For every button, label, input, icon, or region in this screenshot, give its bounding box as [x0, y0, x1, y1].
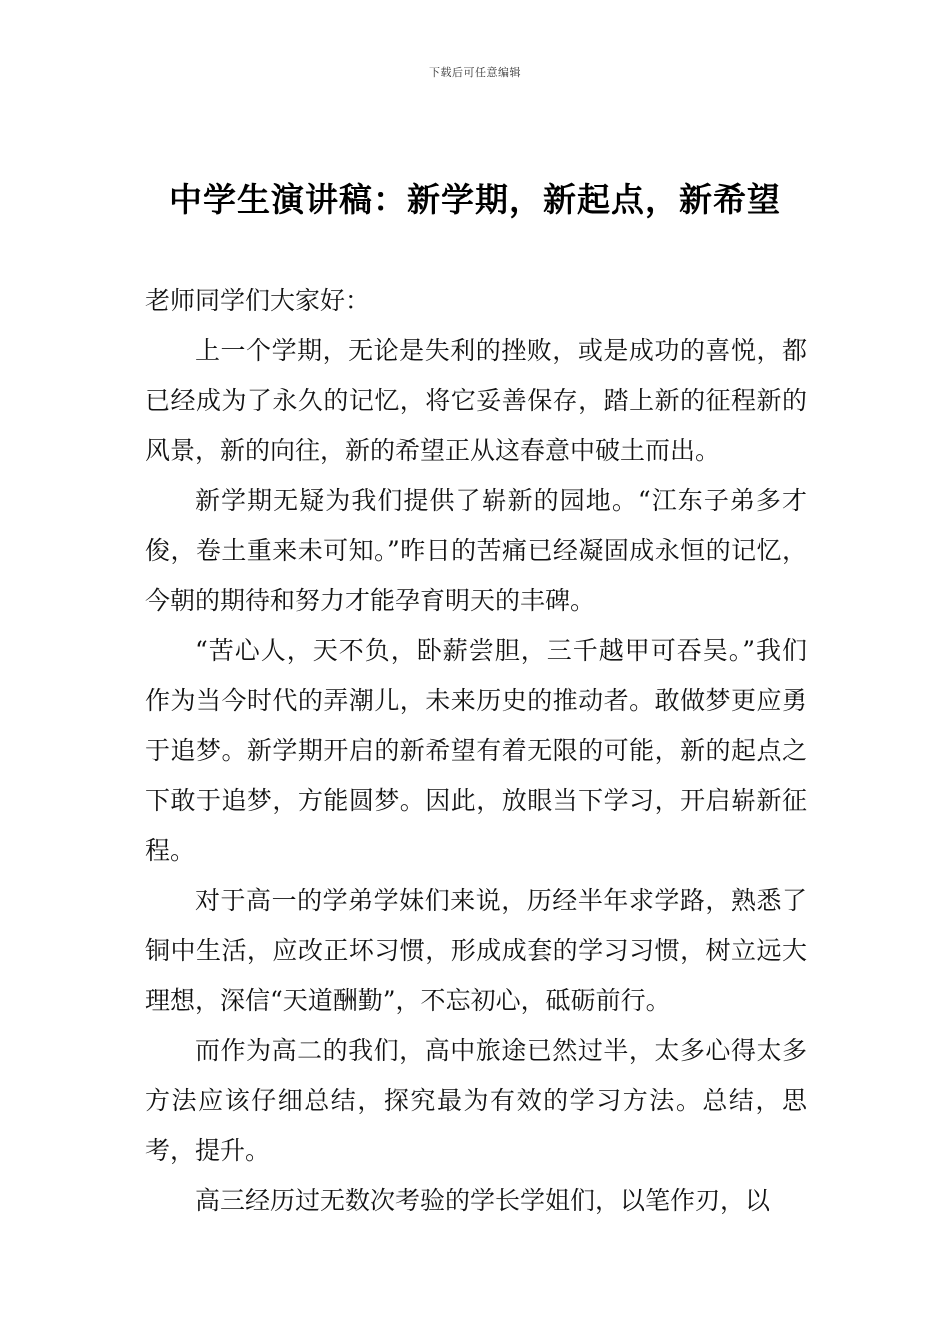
paragraph: 上一个学期，无论是失利的挫败，或是成功的喜悦，都已经成为了永久的记忆，将它妥善保存，踏上新的征程新的风景，新的向往，新的希望正从这春意中破土而出。 — [145, 336, 807, 465]
paragraph: 新学期无疑为我们提供了崭新的园地。“江东子弟多才俊，卷土重来未可知。”昨日的苦痛已经凝固成永恒的记忆，今朝的期待和努力才能孕育明天的丰碑。 — [145, 486, 807, 615]
paragraph: 对于高一的学弟学妹们来说，历经半年求学路，熟悉了铜中生活，应改正坏习惯，形成成套的学习习惯，树立远大理想，深信“天道酬勤”，不忘初心，砥砺前行。 — [145, 886, 807, 1015]
paragraph: 高三经历过无数次考验的学长学姐们，以笔作刃，以 — [195, 1186, 771, 1215]
greeting: 老师同学们大家好： — [145, 286, 371, 315]
header-note: 下载后可任意编辑 — [429, 66, 521, 79]
paragraph: “苦心人，天不负，卧薪尝胆，三千越甲可吞吴。”我们作为当今时代的弄潮儿，未来历史的推动者。敢做梦更应勇于追梦。新学期开启的新希望有着无限的可能，新的起点之下敢于追梦，方能圆梦。因此，放眼当下学习，开启崭新征程。 — [145, 636, 807, 865]
page-title: 中学生演讲稿：新学期，新起点，新希望 — [169, 180, 781, 219]
document-body — [145, 276, 807, 1226]
paragraph: 而作为高二的我们，高中旅途已然过半，太多心得太多方法应该仔细总结，探究最为有效的学习方法。总结，思考，提升。 — [145, 1036, 807, 1165]
